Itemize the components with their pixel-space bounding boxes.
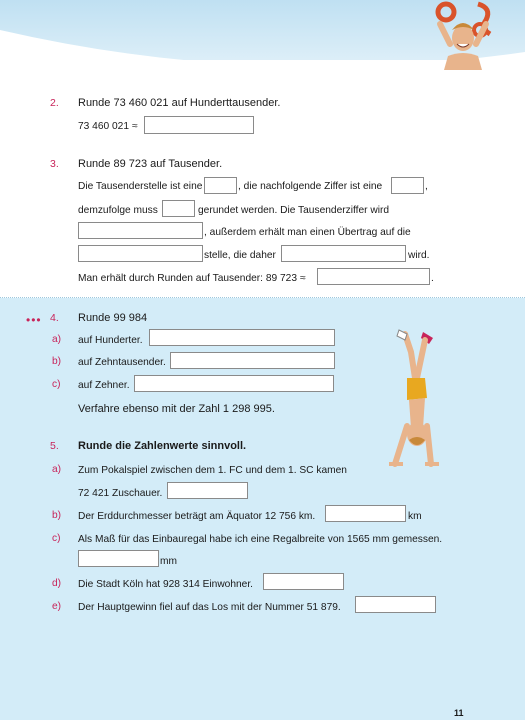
task-3-line1-c: ,	[425, 181, 428, 192]
task-5b-answer-box[interactable]	[325, 505, 406, 522]
task-5c-unit: mm	[160, 556, 177, 567]
section-divider	[0, 297, 525, 298]
task-3-box-gerundet[interactable]	[162, 200, 195, 217]
task-4-number: 4.	[50, 312, 59, 324]
difficulty-marker: •••	[26, 313, 42, 327]
task-5c-answer-box[interactable]	[78, 550, 159, 567]
task-3-line5: Man erhält durch Runden auf Tausender: 89 723 ≈	[78, 273, 306, 284]
task-4c-label: c)	[52, 379, 61, 390]
task-4a-text: auf Hunderter.	[78, 335, 143, 346]
task-3-box-uebertrag-stelle[interactable]	[78, 245, 203, 262]
task-4a-answer-box[interactable]	[149, 329, 335, 346]
task-3-line3: , außerdem erhält man einen Übertrag auf die	[204, 227, 411, 238]
task-5b-label: b)	[52, 510, 62, 521]
task-5e-text: Der Hauptgewinn fiel auf das Los mit der Nummer 51 879.	[78, 602, 341, 613]
task-3-box-tausenderstelle[interactable]	[204, 177, 237, 194]
task-2-answer-box[interactable]	[144, 116, 254, 134]
task-2-line: 73 460 021 ≈	[78, 121, 138, 132]
task-3-box-daher[interactable]	[281, 245, 406, 262]
task-4c-text: auf Zehner.	[78, 380, 130, 391]
task-5a-answer-box[interactable]	[167, 482, 248, 499]
task-4a-label: a)	[52, 334, 62, 345]
task-5e-answer-box[interactable]	[355, 596, 436, 613]
task-3-line4-b: wird.	[408, 250, 430, 261]
page-number: 11	[454, 708, 464, 718]
task-4c-answer-box[interactable]	[134, 375, 334, 392]
task-4b-text: auf Zehntausender.	[78, 357, 166, 368]
task-5d-label: d)	[52, 578, 62, 589]
task-3-line5-end: .	[431, 273, 434, 284]
task-5c-label: c)	[52, 533, 61, 544]
task-5-title: Runde die Zahlenwerte sinnvoll.	[78, 440, 247, 452]
task-3-line2-a: demzufolge muss	[78, 205, 158, 216]
task-5d-answer-box[interactable]	[263, 573, 344, 590]
task-5b-unit: km	[408, 511, 422, 522]
task-3-title: Runde 89 723 auf Tausender.	[78, 158, 223, 170]
task-3-line4-a: stelle, die daher	[204, 250, 276, 261]
task-4-title: Runde 99 984	[78, 312, 148, 324]
task-4-note: Verfahre ebenso mit der Zahl 1 298 995.	[78, 403, 275, 415]
task-2-number: 2.	[50, 97, 59, 109]
task-5-number: 5.	[50, 440, 59, 452]
task-5b-text: Der Erddurchmesser beträgt am Äquator 12 756 km.	[78, 511, 316, 522]
task-5a-text2: 72 421 Zuschauer.	[78, 488, 163, 499]
task-3-box-nachfolgende[interactable]	[391, 177, 424, 194]
task-5d-text: Die Stadt Köln hat 928 314 Einwohner.	[78, 579, 254, 590]
task-3-line1-a: Die Tausenderstelle ist eine	[78, 181, 203, 192]
task-5a-label: a)	[52, 464, 62, 475]
task-3-box-result[interactable]	[317, 268, 430, 285]
task-5c-text: Als Maß für das Einbauregal habe ich eine Regalbreite von 1565 mm gemessen.	[78, 534, 443, 545]
task-3-line2-b: gerundet werden. Die Tausenderziffer wird	[198, 205, 390, 216]
task-3-number: 3.	[50, 158, 59, 170]
task-5a-text1: Zum Pokalspiel zwischen dem 1. FC und dem 1. SC kamen	[78, 465, 347, 476]
handstand-boy-illustration	[385, 328, 445, 478]
task-3-box-ziffer-wird[interactable]	[78, 222, 203, 239]
task-5e-label: e)	[52, 601, 62, 612]
cartoon-boy-with-numbers-illustration	[420, 0, 525, 70]
task-3-line1-b: , die nachfolgende Ziffer ist eine	[238, 181, 383, 192]
task-2-title: Runde 73 460 021 auf Hunderttausender.	[78, 97, 281, 109]
task-4b-label: b)	[52, 356, 62, 367]
task-4b-answer-box[interactable]	[170, 352, 335, 369]
